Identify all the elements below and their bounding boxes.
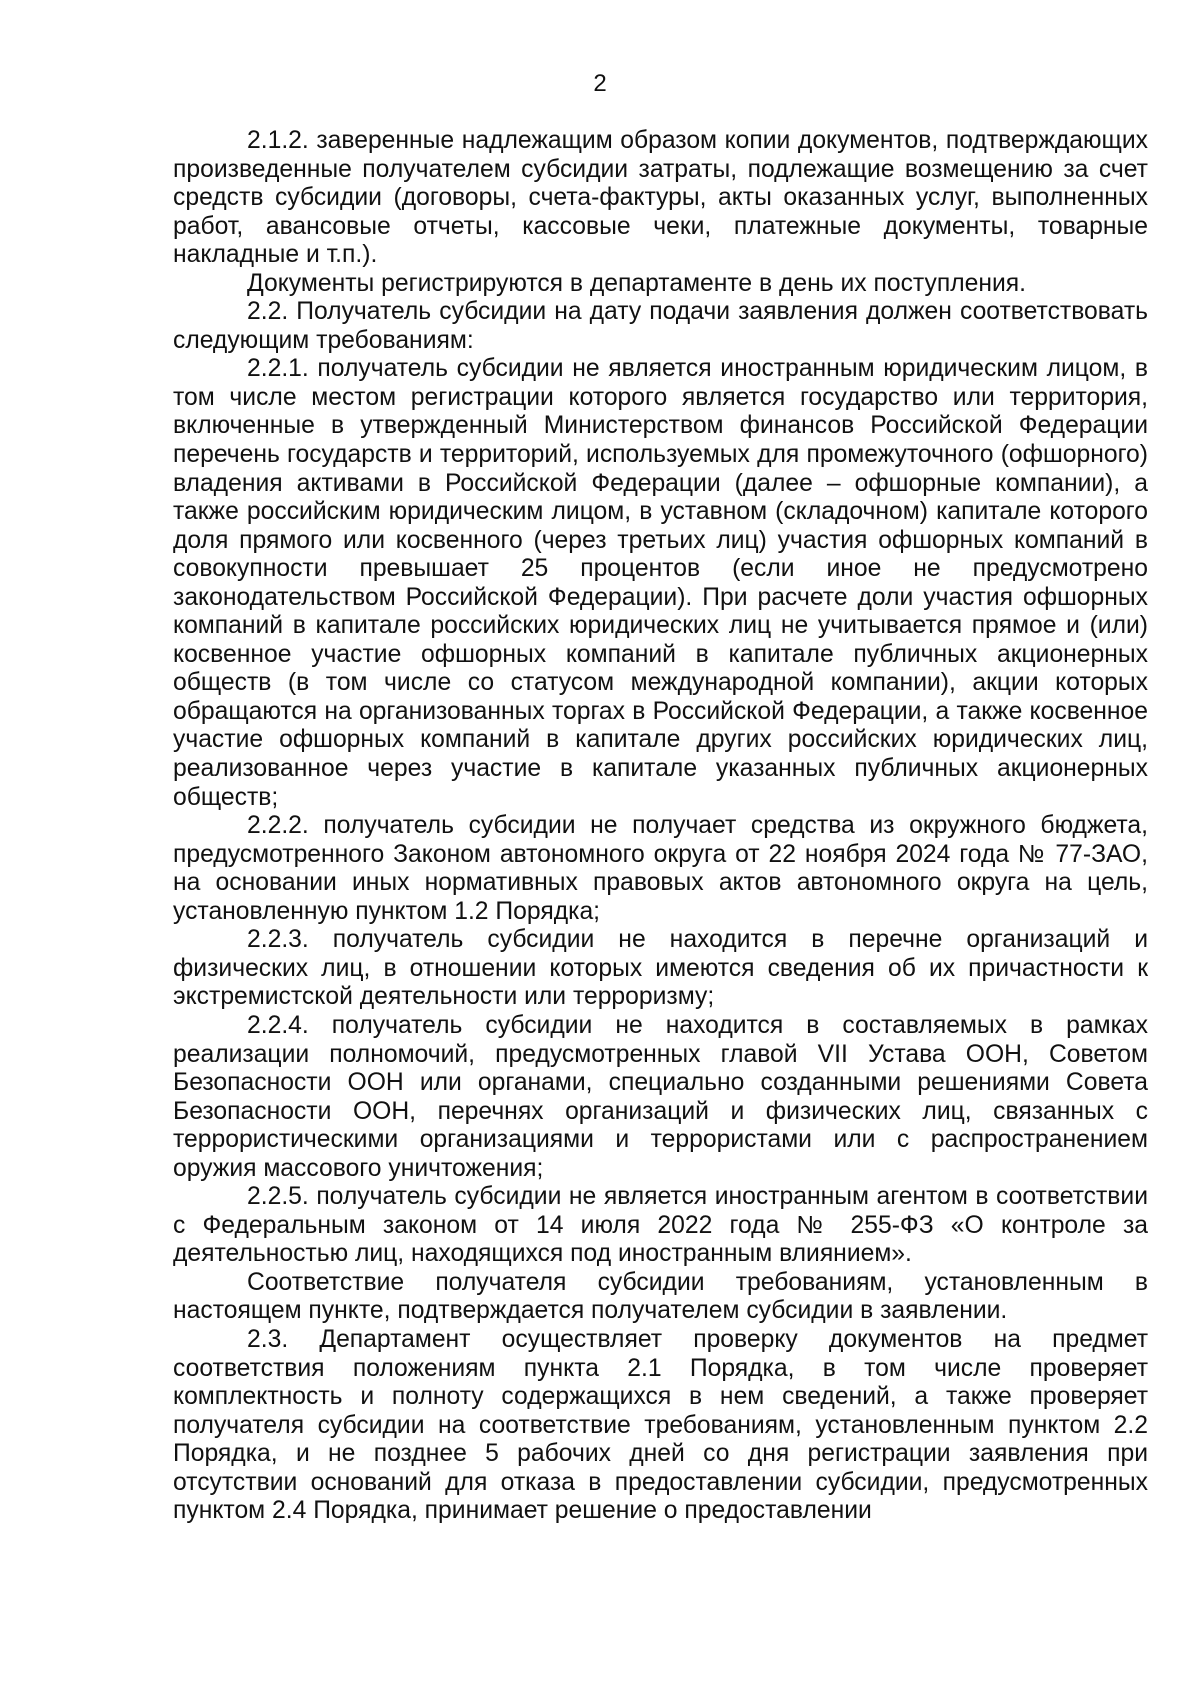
document-body [173, 127, 1148, 1526]
paragraph-registration: Документы регистрируются в департаменте в день их поступления. [247, 269, 1027, 297]
page-number: 2 [593, 70, 607, 97]
paragraph-2-2-3: 2.2.3. получатель субсидии не находится в перечне организаций и физических лиц, в отношении которых имеются сведения об их причастности к экстремистской деятельности или терроризму; [173, 926, 1148, 1011]
paragraph-compliance: Соответствие получателя субсидии требованиям, установленным в настоящем пункте, подтверждается получателем субсидии в заявлении. [173, 1268, 1148, 1325]
paragraph-2-2-5: 2.2.5. получатель субсидии не является иностранным агентом в соответствии с Федеральным законом от 14 июля 2022 года № 255-ФЗ «О контроле за деятельностью лиц, находящихся под иностранным влиянием». [173, 1183, 1148, 1268]
paragraph-2-2-4: 2.2.4. получатель субсидии не находится в составляемых в рамках реализации полномочий, предусмотренных главой VII Устава ООН, Советом Безопасности ООН или органами, специально созданными решениями Совета Безопасности ООН, перечнях организаций и физических лиц, связанных с террористическими организациями и террористами или с распространением оружия массового уничтожения; [173, 1011, 1148, 1182]
paragraph-2-2-2: 2.2.2. получатель субсидии не получает средства из окружного бюджета, предусмотренного Законом автономного округа от 22 ноября 2024 года № 77-ЗАО, на основании иных нормативных правовых актов автономного округа на цель, установленную пунктом 1.2 Порядка; [173, 812, 1148, 925]
paragraph-2-3: 2.3. Департамент осуществляет проверку документов на предмет соответствия положениям пункта 2.1 Порядка, в том числе проверяет комплектность и полноту содержащихся в нем сведений, а также проверяет получателя субсидии на соответствие требованиям, установленным пунктом 2.2 Порядка, и не позднее 5 рабочих дней со дня регистрации заявления при отсутствии оснований для отказа в предоставлении субсидии, предусмотренных пунктом 2.4 Порядка, принимает решение о предоставлении [173, 1325, 1148, 1525]
paragraph-2-1-2: 2.1.2. заверенные надлежащим образом копии документов, подтверждающих произведенные получателем субсидии затраты, подлежащие возмещению за счет средств субсидии (договоры, счета-фактуры, акты оказанных услуг, выполненных работ, авансовые отчеты, кассовые чеки, платежные документы, товарные накладные и т.п.). [173, 127, 1148, 269]
paragraph-2-2: 2.2. Получатель субсидии на дату подачи заявления должен соответствовать следующим требованиям: [173, 298, 1148, 354]
paragraph-2-2-1: 2.2.1. получатель субсидии не является иностранным юридическим лицом, в том числе местом регистрации которого является государство или территория, включенные в утвержденный Министерством финансов Российской Федерации перечень государств и территорий, используемых для промежуточного (офшорного) владения активами в Российской Федерации (далее – офшорные компании), а также российским юридическим лицом, в уставном (складочном) капитале которого доля прямого или косвенного (через третьих лиц) участия офшорных компаний в совокупности превышает 25 процентов (если иное не предусмотрено законодательством Российской Федерации). При расчете доли участия офшорных компаний в капитале российских юридических лиц не учитывается прямое и (или) косвенное участие офшорных компаний в капитале публичных акционерных обществ (в том числе со статусом международной компании), акции которых обращаются на организованных торгах в Российской Федерации, а также косвенное участие офшорных компаний в капитале других российских юридических лиц, реализованное через участие в капитале указанных публичных акционерных обществ; [173, 355, 1148, 811]
